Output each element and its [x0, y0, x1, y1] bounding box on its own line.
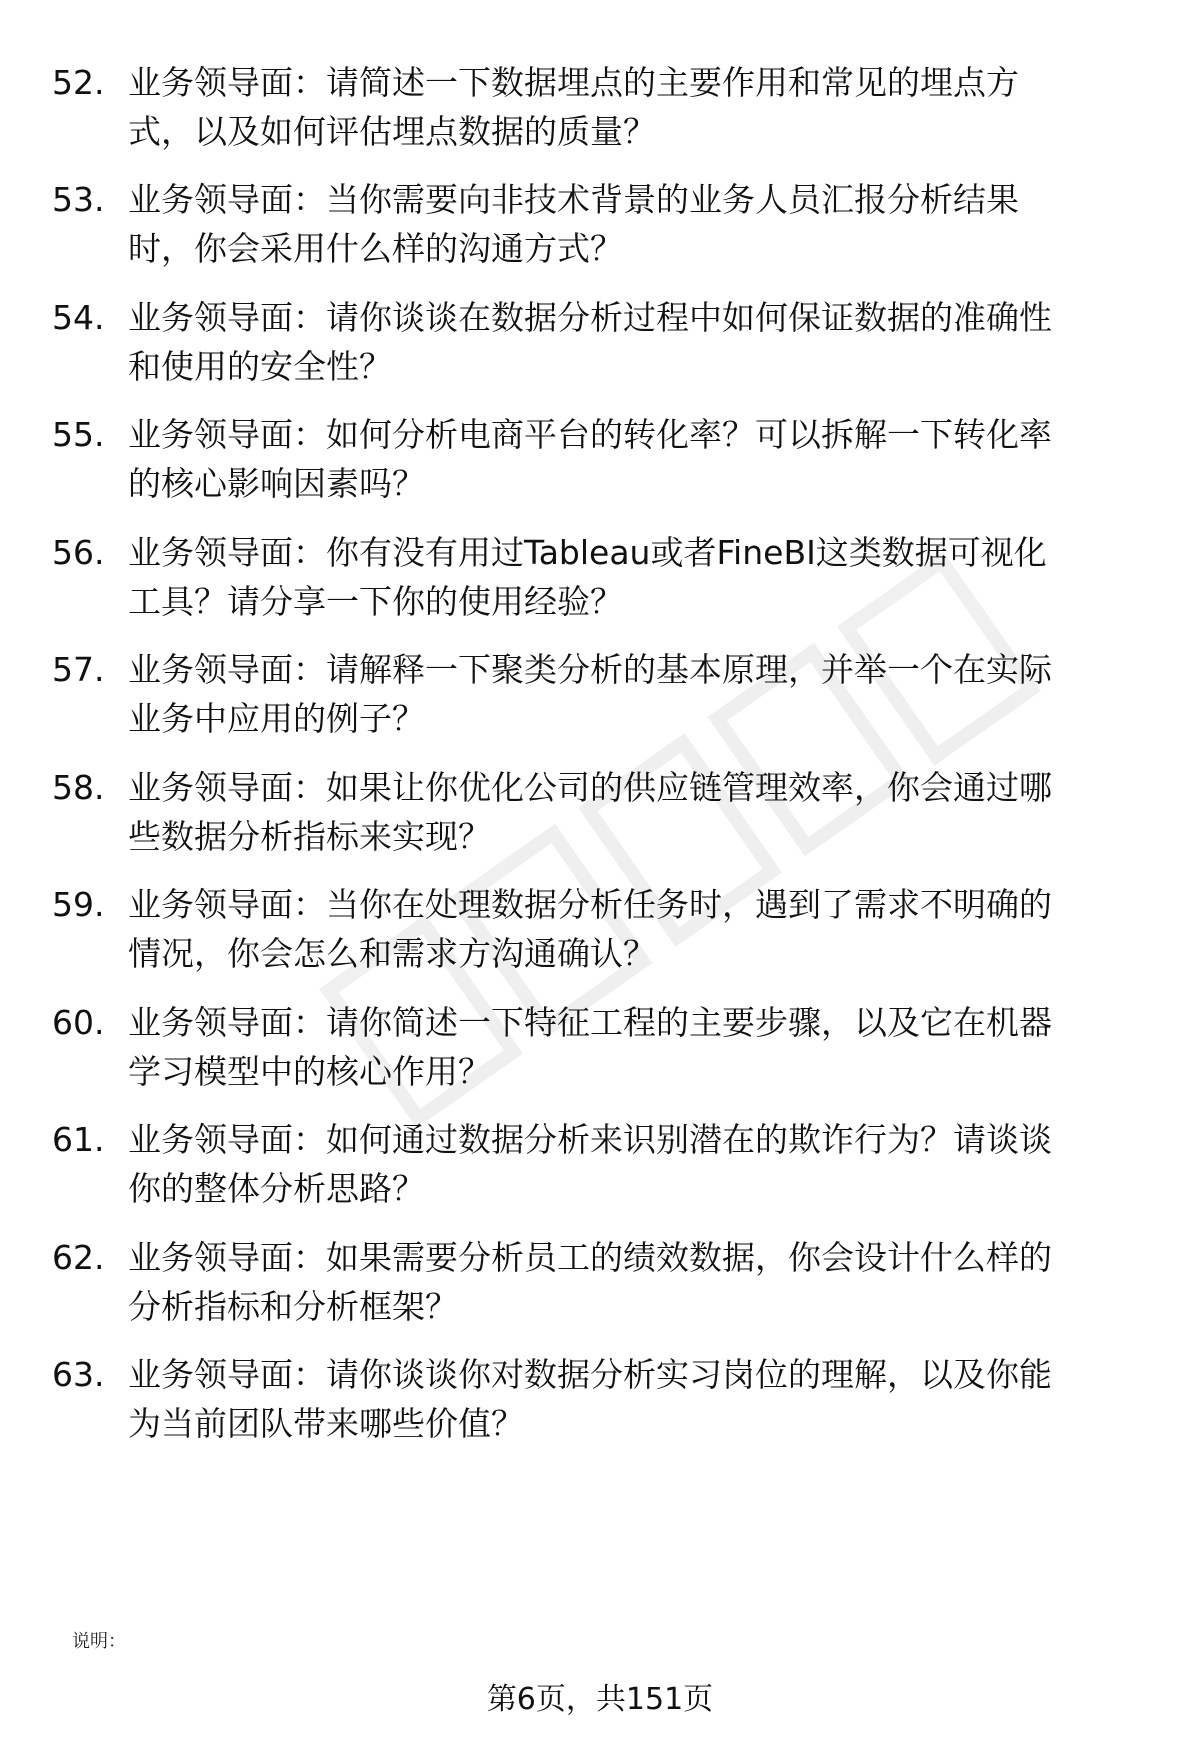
- question-line: 业务领导面：请解释一下聚类分析的基本原理，并举一个在实际: [128, 650, 1052, 689]
- question-item: [0, 645, 1200, 755]
- question-text: [128, 410, 1136, 508]
- question-line: 业务领导面：请你简述一下特征工程的主要步骤，以及它在机器: [128, 1003, 1052, 1042]
- question-text: [128, 175, 1136, 273]
- question-item: [0, 293, 1200, 403]
- question-item: [0, 58, 1200, 168]
- question-item: [0, 175, 1200, 285]
- question-line: 分析指标和分析框架？: [128, 1287, 458, 1326]
- page-number: 第6页，共151页: [486, 1682, 714, 1717]
- question-text: [128, 763, 1136, 861]
- question-line: 工具？请分享一下你的使用经验？: [128, 582, 623, 621]
- question-item: [0, 880, 1200, 990]
- question-line: 业务领导面：如何通过数据分析来识别潜在的欺诈行为？请谈谈: [128, 1120, 1052, 1159]
- question-item: [0, 763, 1200, 873]
- question-number: 60.: [52, 1003, 105, 1042]
- question-line: 和使用的安全性？: [128, 347, 392, 386]
- question-number: 55.: [52, 415, 105, 454]
- question-line: 情况，你会怎么和需求方沟通确认？: [128, 934, 656, 973]
- question-line: 业务领导面：如果让你优化公司的供应链管理效率，你会通过哪: [128, 768, 1052, 807]
- question-number: 62.: [52, 1238, 105, 1277]
- question-number: 59.: [52, 885, 105, 924]
- question-line: 业务中应用的例子？: [128, 699, 425, 738]
- note-label: 说明：: [72, 1631, 126, 1652]
- question-line: 为当前团队带来哪些价值？: [128, 1404, 524, 1443]
- question-number: 63.: [52, 1355, 105, 1394]
- question-line: 的核心影响因素吗？: [128, 464, 425, 503]
- question-text: [128, 1350, 1136, 1448]
- question-text: [128, 1233, 1136, 1331]
- question-item: [0, 1115, 1200, 1225]
- question-line: 业务领导面：当你在处理数据分析任务时，遇到了需求不明确的: [128, 885, 1052, 924]
- question-number: 52.: [52, 63, 105, 102]
- question-text: [128, 880, 1136, 978]
- question-number: 56.: [52, 533, 105, 572]
- question-line: 学习模型中的核心作用？: [128, 1052, 491, 1091]
- question-line: 式，以及如何评估埋点数据的质量？: [128, 112, 656, 151]
- question-text: [128, 1115, 1136, 1213]
- question-text: [128, 293, 1136, 391]
- question-number: 61.: [52, 1120, 105, 1159]
- question-line: 业务领导面：如何分析电商平台的转化率？可以拆解一下转化率: [128, 415, 1052, 454]
- question-number: 57.: [52, 650, 105, 689]
- question-line: 你的整体分析思路？: [128, 1169, 425, 1208]
- question-text: [128, 528, 1136, 626]
- question-number: 58.: [52, 768, 105, 807]
- question-line: 业务领导面：请简述一下数据埋点的主要作用和常见的埋点方: [128, 63, 1019, 102]
- question-text: [128, 58, 1136, 156]
- question-line: 业务领导面：请你谈谈你对数据分析实习岗位的理解，以及你能: [128, 1355, 1052, 1394]
- question-line: 业务领导面：你有没有用过Tableau或者FineBI这类数据可视化: [128, 533, 1047, 572]
- question-line: 业务领导面：如果需要分析员工的绩效数据，你会设计什么样的: [128, 1238, 1052, 1277]
- question-item: [0, 528, 1200, 638]
- question-item: [0, 1233, 1200, 1343]
- question-item: [0, 410, 1200, 520]
- question-item: [0, 998, 1200, 1108]
- question-line: 些数据分析指标来实现？: [128, 817, 491, 856]
- question-number: 53.: [52, 180, 105, 219]
- question-number: 54.: [52, 298, 105, 337]
- question-text: [128, 645, 1136, 743]
- question-item: [0, 1350, 1200, 1460]
- question-line: 业务领导面：当你需要向非技术背景的业务人员汇报分析结果: [128, 180, 1019, 219]
- question-line: 业务领导面：请你谈谈在数据分析过程中如何保证数据的准确性: [128, 298, 1052, 337]
- question-text: [128, 998, 1136, 1096]
- question-line: 时，你会采用什么样的沟通方式？: [128, 229, 623, 268]
